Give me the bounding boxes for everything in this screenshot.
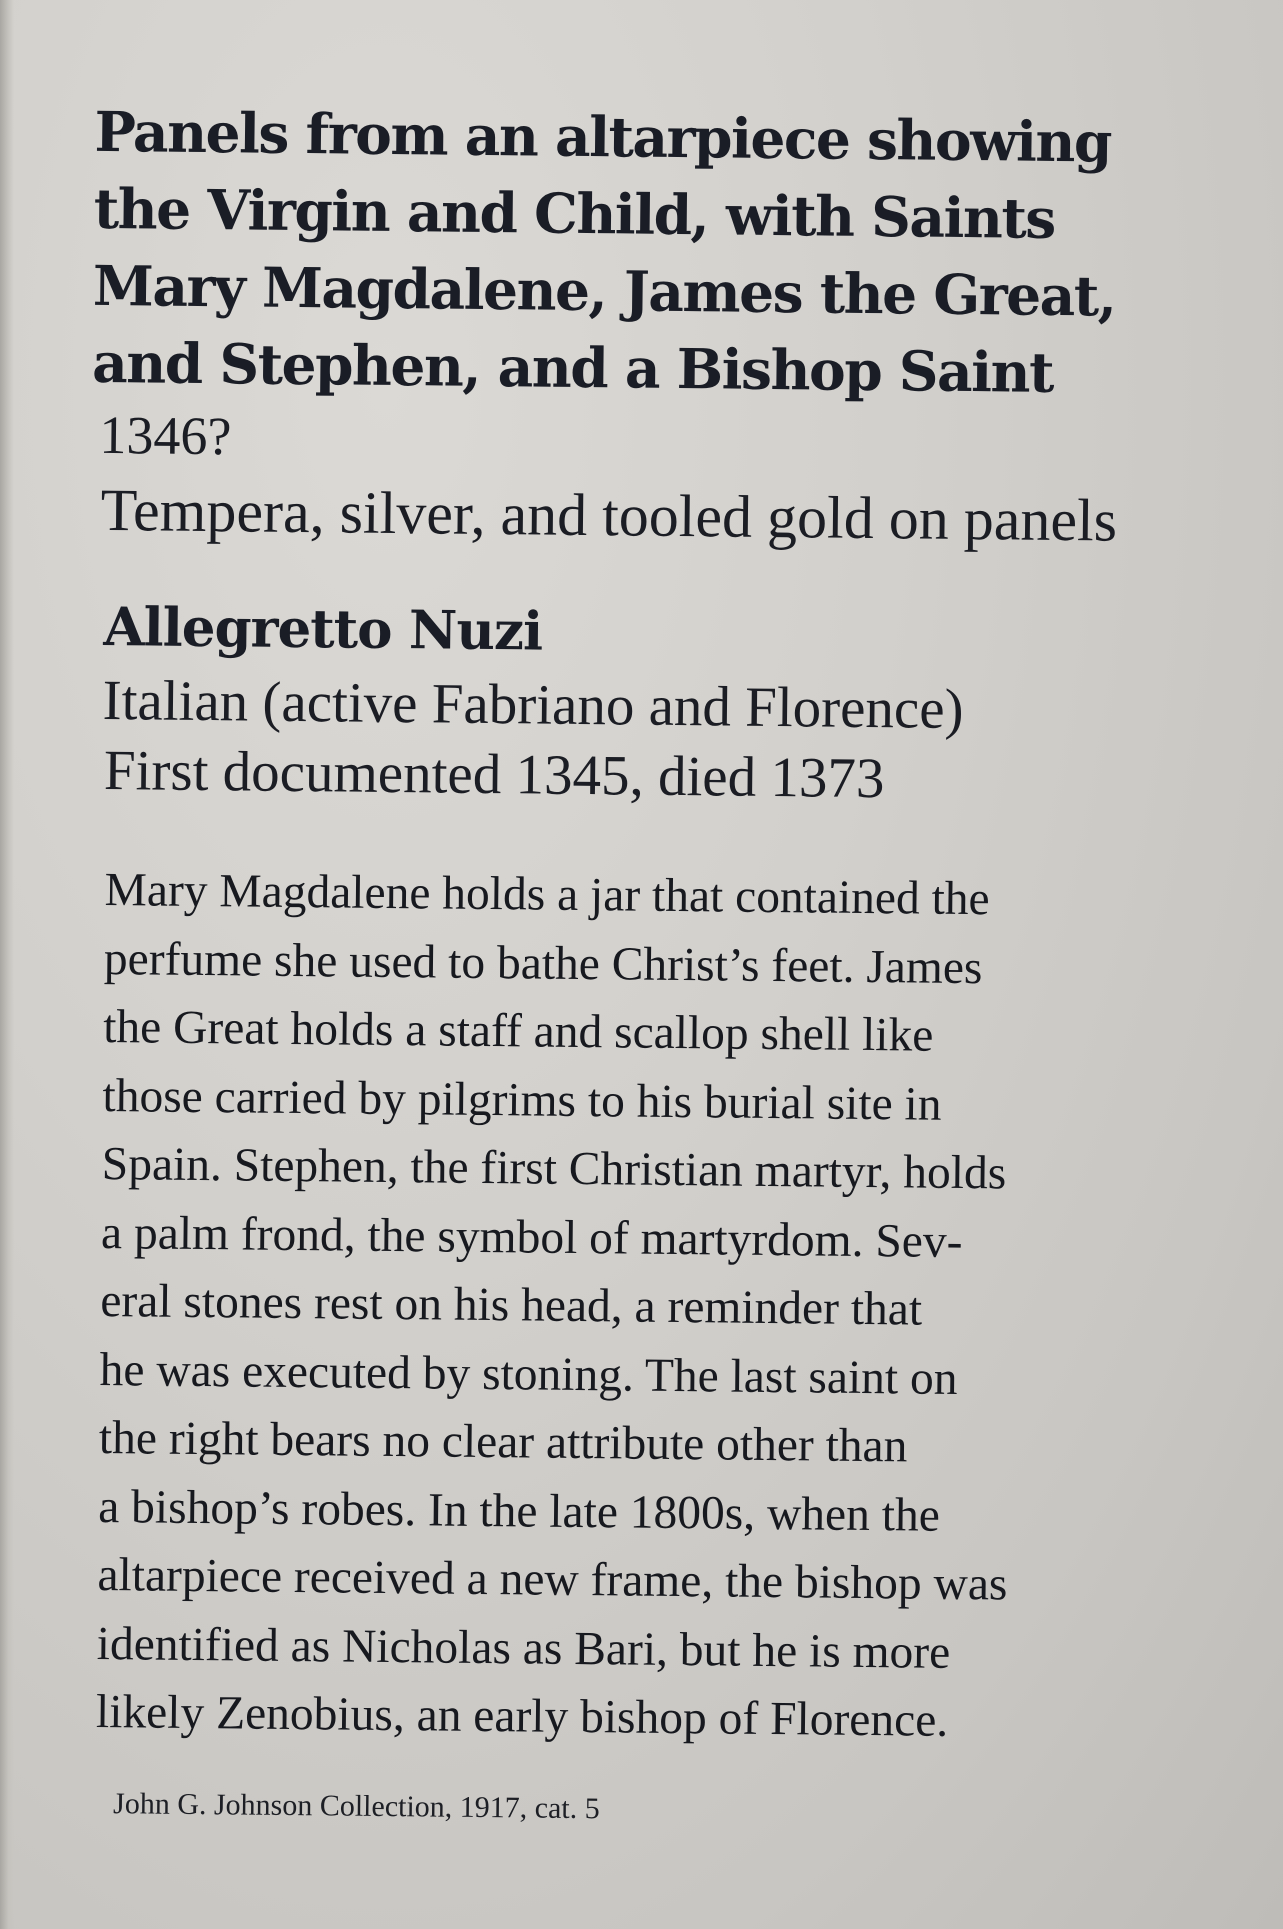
description-line: altarpiece received a new frame, the bishop was: [97, 1548, 1008, 1611]
title-line: Mary Magdalene, James the Great,: [92, 252, 1116, 329]
title-line: and Stephen, and a Bishop Saint: [91, 329, 1054, 405]
artist-name: Allegretto Nuzi: [103, 595, 543, 663]
description-line: likely Zenobius, an early bishop of Florence.: [95, 1685, 949, 1747]
description-line: eral stones rest on his head, a reminder that: [100, 1274, 923, 1336]
description-line: perfume she used to bathe Christ’s feet. James: [103, 932, 983, 994]
description-line: those carried by pilgrims to his burial site in: [102, 1069, 942, 1131]
artist-lifespan: First documented 1345, died 1373: [103, 738, 885, 811]
artwork-medium: Tempera, silver, and tooled gold on panels: [100, 476, 1118, 554]
description-line: the right bears no clear attribute other than: [98, 1411, 908, 1473]
artwork-date: 1346?: [99, 404, 232, 467]
description-line: a palm frond, the symbol of martyrdom. Sev-: [100, 1206, 963, 1268]
description-line: he was executed by stoning. The last saint on: [99, 1343, 958, 1405]
artwork-title: [92, 93, 1155, 412]
description-line: Mary Magdalene holds a jar that contained the: [104, 863, 990, 926]
description-line: the Great holds a staff and scallop shell like: [102, 1000, 934, 1062]
description-line: identified as Nicholas as Bari, but he is more: [96, 1617, 951, 1679]
artist-nationality: Italian (active Fabriano and Florence): [102, 668, 964, 741]
description-text: [96, 856, 1205, 1758]
title-line: Panels from an altarpiece showing: [94, 98, 1112, 175]
description-line: a bishop’s robes. In the late 1800s, when the: [97, 1480, 941, 1542]
title-line: the Virgin and Child, with Saints: [93, 175, 1056, 251]
description-line: Spain. Stephen, the first Christian martyr, holds: [101, 1137, 1007, 1200]
credit-line: John G. Johnson Collection, 1917, cat. 5: [112, 1787, 600, 1826]
